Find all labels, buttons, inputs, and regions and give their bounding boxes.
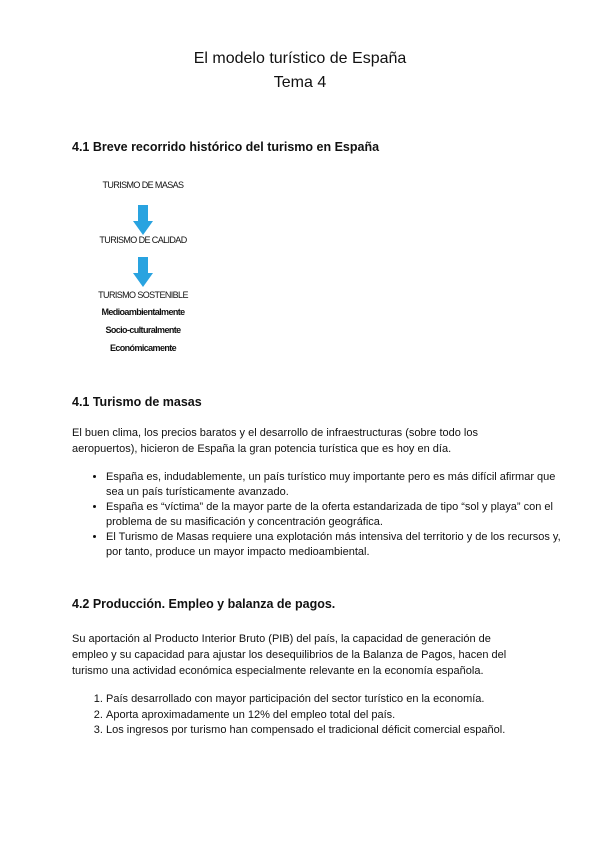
- section-heading-mass-tourism: 4.1 Turismo de masas: [72, 395, 202, 409]
- mass-tourism-paragraph: El buen clima, los precios baratos y el desarrollo de infraestructuras (sobre todo los aeropuertos), hicieron de España la gran potencia turística que es hoy en día.: [72, 427, 478, 455]
- arrow-down-icon: [133, 257, 153, 287]
- list-item: • España es, indudablemente, un país turístico muy importante pero es más difícil afirmar que sea un país turísticamente avanzado.: [106, 470, 576, 500]
- production-paragraph: Su aportación al Producto Interior Bruto (PIB) del país, la capacidad de generación de empleo y su capacidad para ajustar los desequilibrios de la Balanza de Pagos, hacen del turismo una actividad económica especialmente relevante en la economía española.: [72, 633, 507, 677]
- diagram-step-sustainable-tourism: TURISMO SOSTENIBLE: [98, 290, 188, 300]
- list-item: • El Turismo de Masas requiere una explotación más intensiva del territorio y de los recursos y, por tanto, produce un mayor impacto medioambiental.: [106, 530, 576, 560]
- diagram-step-quality-tourism: TURISMO DE CALIDAD: [99, 235, 187, 245]
- list-item: 1. País desarrollado con mayor participación del sector turístico en la economía.: [106, 692, 576, 708]
- document-subtitle: Tema 4: [273, 74, 327, 91]
- mass-tourism-bullets: [72, 470, 576, 560]
- list-item: 3. Los ingresos por turismo han compensado el tradicional déficit comercial español.: [106, 723, 576, 739]
- diagram-aspect: Económicamente: [109, 343, 177, 353]
- diagram-aspect: Medioambientalmente: [101, 307, 185, 317]
- section-heading-production: 4.2 Producción. Empleo y balanza de pagos.: [72, 597, 336, 611]
- list-item: 2. Aporta aproximadamente un 12% del empleo total del país.: [106, 708, 576, 724]
- diagram-aspect: Socio-culturalmente: [105, 325, 181, 335]
- diagram-step-mass-tourism: TURISMO DE MASAS: [102, 180, 184, 190]
- list-item: • España es “víctima” de la mayor parte de la oferta estandarizada de tipo “sol y playa” con el problema de su masificación y concentración geográfica.: [106, 500, 576, 530]
- arrow-down-icon: [133, 205, 153, 235]
- document-title: El modelo turístico de España: [193, 50, 407, 67]
- section-heading-history: 4.1 Breve recorrido histórico del turismo en España: [72, 140, 380, 154]
- production-list: [72, 692, 576, 739]
